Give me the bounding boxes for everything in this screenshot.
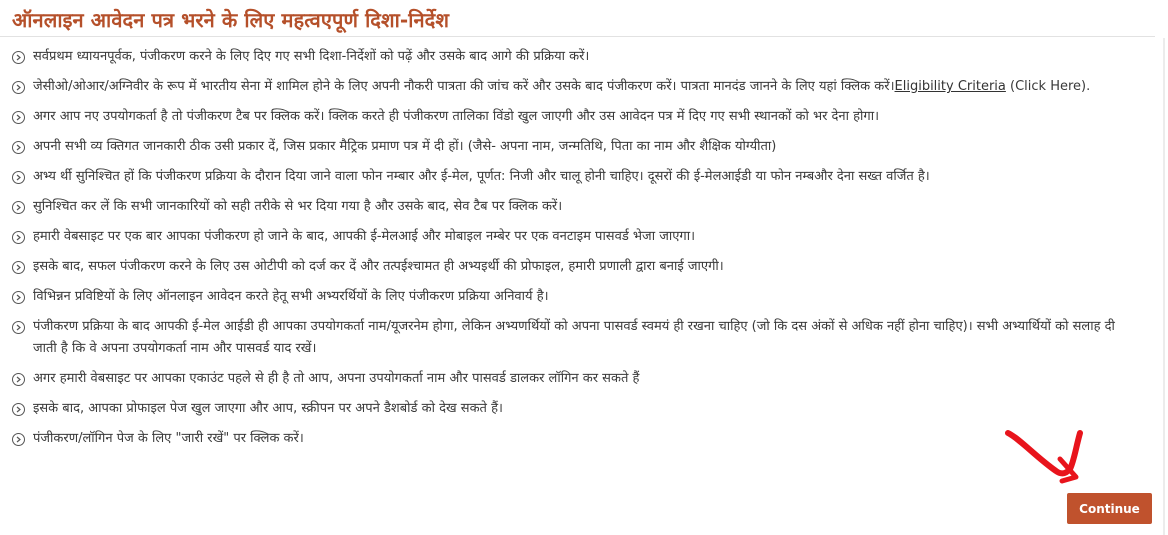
list-item <box>12 196 1132 218</box>
chevron-right-icon <box>12 51 25 64</box>
list-item-text: इसके बाद, आपका प्रोफाइल पेज खुल जाएगा और आप, स्क्रीपन पर अपने डैशबोर्ड को देख सकते हैं। <box>33 401 503 416</box>
chevron-right-icon <box>12 111 25 124</box>
list-item <box>12 46 1132 68</box>
chevron-right-icon <box>12 321 25 334</box>
list-item <box>12 398 1132 420</box>
list-item-text: पंजीकरण प्रक्रिया के बाद आपकी ई-मेल आईडी ही आपका उपयोगकर्ता नाम/यूजरनेम होगा, लेकिन अभ्यणर्थियों को अपना पासवर्ड स्वमयं ही रखना चाहिए (जो कि दस अंकों से अधिक नहीं होना चाहिए)। सभी अभ्यार्थियों को सलाह दी जाती है कि वे अपना उपयोगकर्ता नाम और पासवर्ड याद रखें। <box>33 319 1115 356</box>
chevron-right-icon <box>12 433 25 446</box>
list-item-text: पंजीकरण/लॉगिन पेज के लिए "जारी रखें" पर क्लिक करें। <box>33 431 304 446</box>
list-item-text-main: जेसीओ/ओआर/अग्निवीर के रूप में भारतीय सेना में शामिल होने के लिए अपनी नौकरी पात्रता की जांच करें और उसके बाद पंजीकरण करें। पात्रता मानदंड जानने के लिए यहां क्लिक करें। <box>33 79 895 94</box>
page-title: ऑनलाइन आवेदन पत्र भरने के लिए महत्वएपूर्ण दिशा-निर्देश <box>12 8 450 32</box>
annotation-arrow-icon <box>1000 425 1090 495</box>
list-item-text: सुनिश्चित कर लें कि सभी जानकारियों को सही तरीके से भर दिया गया है और उसके बाद, सेव टैब पर क्लिक करें। <box>33 199 563 214</box>
list-item <box>12 256 1132 278</box>
list-item <box>12 226 1132 248</box>
list-item-text: हमारी वेबसाइट पर एक बार आपका पंजीकरण हो जाने के बाद, आपकी ई-मेलआई और मोबाइल नम्बेर पर एक वनटाइम पासवर्ड भेजा जाएगा। <box>33 229 696 244</box>
chevron-right-icon <box>12 201 25 214</box>
title-divider <box>0 36 1155 37</box>
chevron-right-icon <box>12 81 25 94</box>
list-item-text: सर्वप्रथम ध्यायनपूर्वक, पंजीकरण करने के लिए दिए गए सभी दिशा-निर्देशों को पढ़ें और उसके बाद आगे की प्रक्रिया करें। <box>33 49 590 64</box>
list-item <box>12 316 1132 360</box>
content-right-border <box>1163 38 1165 535</box>
chevron-right-icon <box>12 231 25 244</box>
chevron-right-icon <box>12 261 25 274</box>
chevron-right-icon <box>12 171 25 184</box>
list-item <box>12 76 1132 98</box>
chevron-right-icon <box>12 291 25 304</box>
list-item <box>12 166 1132 188</box>
guidelines-list <box>12 46 1132 458</box>
list-item-text-suffix: (Click Here). <box>1005 79 1091 94</box>
list-item-text: अभ्य र्थी सुनिश्चित हों कि पंजीकरण प्रक्रिया के दौरान दिया जाने वाला फोन नम्बार और ई-मेल, पूर्णत: निजी और चालू होनी चाहिए। दूसरों की ई-मेलआईडी या फोन नम्बऔर देना सख्त वर्जित है। <box>33 169 930 184</box>
list-item-text <box>33 76 1132 98</box>
list-item <box>12 106 1132 128</box>
list-item-text: इसके बाद, सफल पंजीकरण करने के लिए उस ओटीपी को दर्ज कर दें और तत्पईश्चामत ही अभ्यइर्थी की प्रोफाइल, हमारी प्रणाली द्वारा बनाई जाएगी। <box>33 259 724 274</box>
list-item <box>12 428 1132 450</box>
list-item <box>12 368 1132 390</box>
list-item-text: अगर आप नए उपयोगकर्ता है तो पंजीकरण टैब पर क्लिक करें। क्लिक करते ही पंजीकरण तालिका विंडो खुल जाएगी और उस आवेदन पत्र में दिए गए सभी स्थानकों को भर देना होगा। <box>33 109 880 124</box>
list-item <box>12 136 1132 158</box>
list-item-text: विभिन्नन प्रविष्टियों के लिए ऑनलाइन आवेदन करते हेतू सभी अभ्यरर्थियों के लिए पंजीकरण प्रक्रिया अनिवार्य है। <box>33 289 549 304</box>
eligibility-criteria-link[interactable]: Eligibility Criteria <box>894 79 1006 94</box>
chevron-right-icon <box>12 403 25 416</box>
chevron-right-icon <box>12 141 25 154</box>
chevron-right-icon <box>12 373 25 386</box>
list-item-text: अगर हमारी वेबसाइट पर आपका एकाउंट पहले से ही है तो आप, अपना उपयोगकर्ता नाम और पासवर्ड डालकर लॉगिन कर सकते हैं <box>33 371 640 386</box>
list-item-text: अपनी सभी व्य क्तिगत जानकारी ठीक उसी प्रकार दें, जिस प्रकार मैट्रिक प्रमाण पत्र में दी हों। (जैसे- अपना नाम, जन्मतिथि, पिता का नाम और शैक्षिक योग्यीता) <box>33 139 777 154</box>
continue-button[interactable]: Continue <box>1067 493 1152 524</box>
list-item <box>12 286 1132 308</box>
